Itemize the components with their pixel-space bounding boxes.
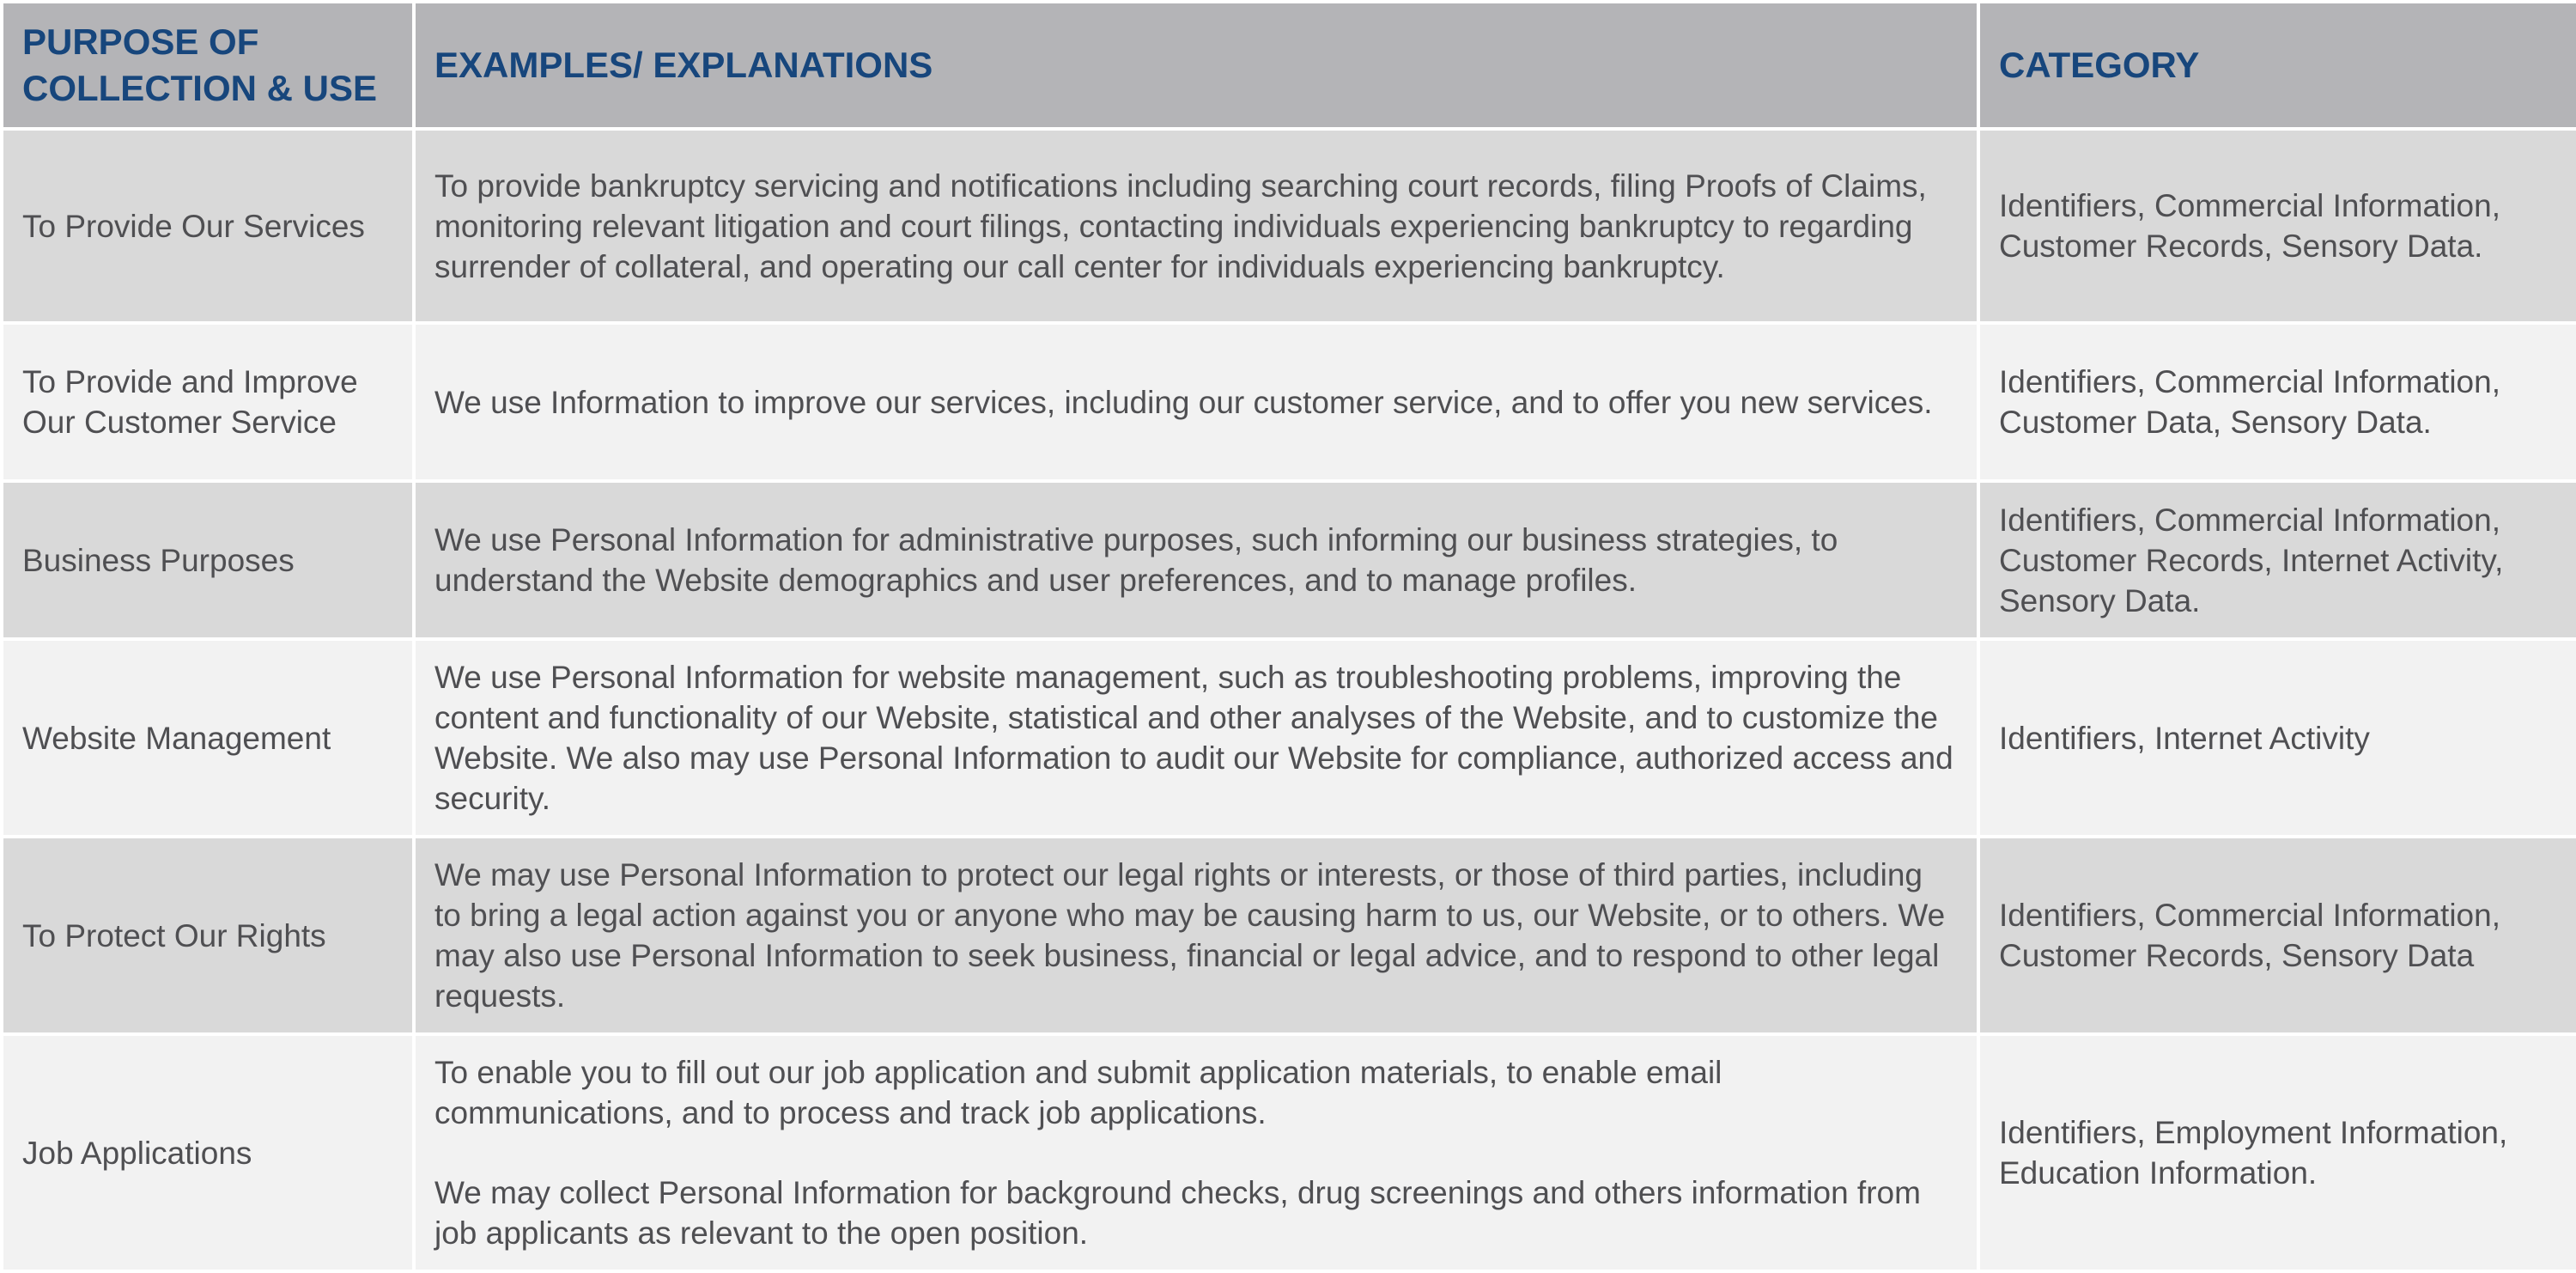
category-cell: Identifiers, Commercial Information, Customer Records, Sensory Data. — [1978, 129, 2576, 323]
purpose-cell: To Provide and Improve Our Customer Service — [2, 323, 414, 481]
header-purpose: PURPOSE OF COLLECTION & USE — [2, 2, 414, 129]
header-category: CATEGORY — [1978, 2, 2576, 129]
examples-cell: We use Personal Information for website management, such as troubleshooting problems, improving the content and functionality of our Website, statistical and other analyses of the Website, and to customize the Website. We also may use Personal Information to audit our Website for compliance, authorized access and security. — [414, 639, 1978, 837]
examples-cell — [414, 1034, 1978, 1271]
examples-cell: We use Personal Information for administrative purposes, such informing our business strategies, to understand the Website demographics and user preferences, and to manage profiles. — [414, 481, 1978, 639]
examples-cell: We may use Personal Information to protect our legal rights or interests, or those of third parties, including to bring a legal action against you or anyone who may be causing harm to us, our Website, or to others. We may also use Personal Information to seek business, financial or legal advice, and to respond to other legal requests. — [414, 837, 1978, 1034]
table-row — [2, 837, 2576, 1034]
category-cell: Identifiers, Commercial Information, Customer Records, Sensory Data — [1978, 837, 2576, 1034]
examples-cell: We use Information to improve our services, including our customer service, and to offer you new services. — [414, 323, 1978, 481]
purpose-cell: Business Purposes — [2, 481, 414, 639]
table-row — [2, 1034, 2576, 1271]
category-cell: Identifiers, Internet Activity — [1978, 639, 2576, 837]
examples-cell: To provide bankruptcy servicing and notifications including searching court records, filing Proofs of Claims, monitoring relevant litigation and court filings, contacting individuals experiencing bankruptcy to regarding surrender of collateral, and operating our call center for individuals experiencing bankruptcy. — [414, 129, 1978, 323]
header-examples: EXAMPLES/ EXPLANATIONS — [414, 2, 1978, 129]
category-cell: Identifiers, Commercial Information, Customer Data, Sensory Data. — [1978, 323, 2576, 481]
table-row — [2, 481, 2576, 639]
purpose-cell: Job Applications — [2, 1034, 414, 1271]
table-row — [2, 129, 2576, 323]
table-row — [2, 639, 2576, 837]
category-cell: Identifiers, Employment Information, Education Information. — [1978, 1034, 2576, 1271]
examples-paragraph: To enable you to fill out our job application and submit application materials, to enable email communications, and to process and track job applications. — [434, 1055, 1722, 1130]
table-row — [2, 323, 2576, 481]
examples-paragraph: We may collect Personal Information for background checks, drug screenings and others information from job applicants as relevant to the open position. — [434, 1175, 1921, 1251]
category-cell: Identifiers, Commercial Information, Customer Records, Internet Activity, Sensory Data. — [1978, 481, 2576, 639]
header-row — [2, 2, 2576, 129]
purpose-cell: To Protect Our Rights — [2, 837, 414, 1034]
purpose-cell: Website Management — [2, 639, 414, 837]
purpose-cell: To Provide Our Services — [2, 129, 414, 323]
